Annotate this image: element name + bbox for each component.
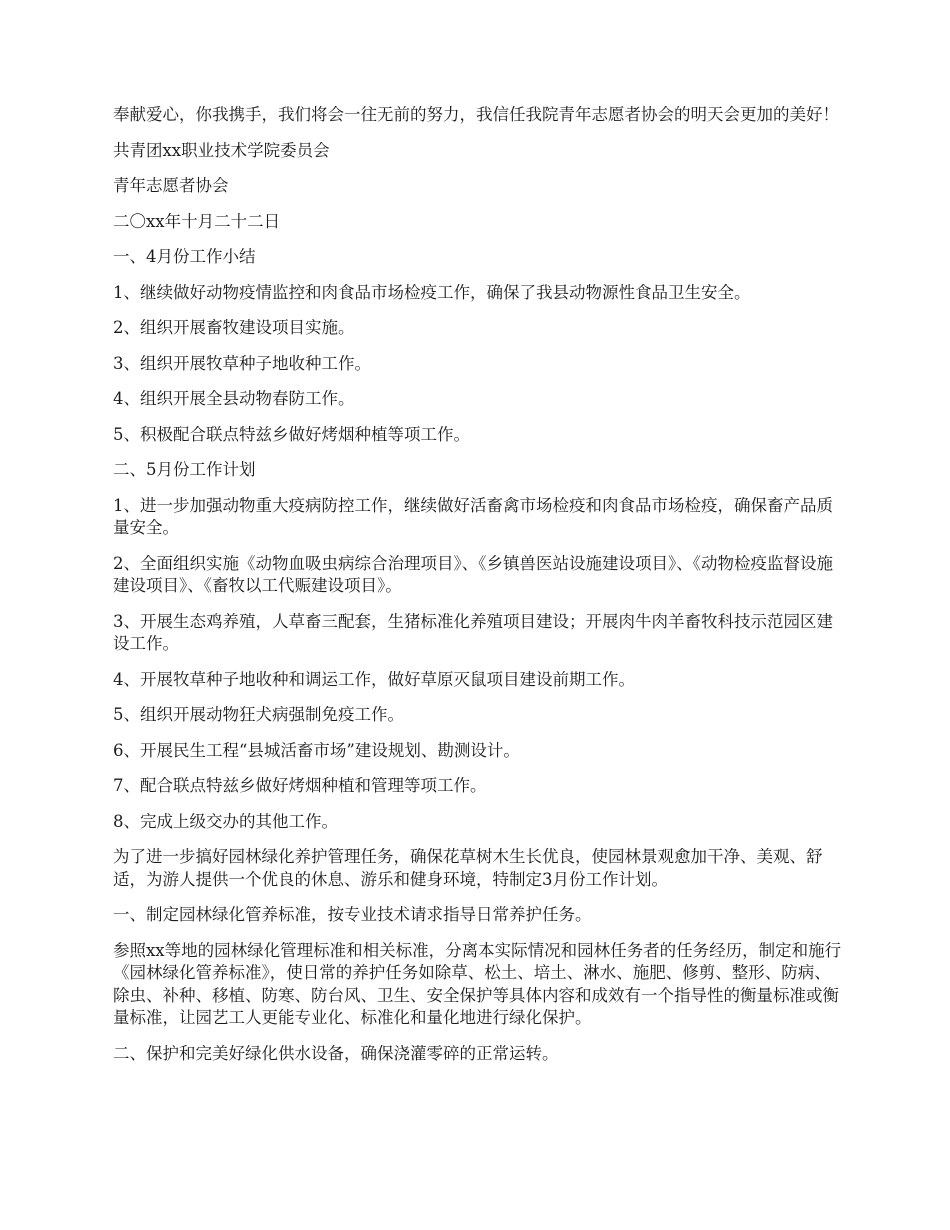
list-item: 4、组织开展全县动物春防工作。 — [113, 389, 355, 408]
list-item: 2、全面组织实施《动物血吸虫病综合治理项目》、《乡镇兽医站设施建设项目》、《动物检疫监督设施建设项目》、《畜牧以工代赈建设项目》。 — [113, 553, 833, 595]
list-item: 3、组织开展牧草种子地收种工作。 — [113, 353, 371, 373]
list-item: 1、继续做好动物疫情监控和肉食品市场检疫工作，确保了我县动物源性食品卫生安全。 — [113, 282, 751, 302]
list-item: 5、组织开展动物狂犬病强制免疫工作。 — [113, 705, 404, 724]
list-item: 6、开展民生工程“县城活畜市场”建设规划、勘测设计。 — [113, 740, 520, 760]
heading-landscaping-standards: 一、制定园林绿化管养标准，按专业技术请求指导日常养护任务。 — [113, 905, 592, 924]
list-item: 8、完成上级交办的其他工作。 — [113, 811, 338, 831]
list-item: 2、组织开展畜牧建设项目实施。 — [113, 318, 355, 337]
paragraph-signature-association: 青年志愿者协会 — [113, 176, 229, 195]
list-item: 1、进一步加强动物重大疫病防控工作，继续做好活畜禽市场检疫和肉食品市场检疫，确保畜产品质量安全。 — [113, 495, 833, 537]
paragraph-closing-statement: 奉献爱心，你我携手，我们将会一往无前的努力，我信任我院青年志愿者协会的明天会更加的美好！ — [113, 105, 839, 124]
list-item: 4、开展牧草种子地收种和调运工作，做好草原灭鼠项目建设前期工作。 — [113, 669, 635, 689]
list-item: 3、开展生态鸡养殖，人草畜三配套，生猪标准化养殖项目建设；开展肉牛肉羊畜牧科技示范园区建设工作。 — [113, 611, 833, 653]
list-item: 5、积极配合联点特兹乡做好烤烟种植等项工作。 — [113, 424, 470, 444]
paragraph-landscaping-details: 参照xx等地的园林绿化管理标准和相关标准，分离本实际情况和园林任务者的任务经历，制定和施行《园林绿化管养标准》，使日常的养护任务如除草、松土、培土、淋水、施肥、修剪、整形、防病、除虫、补种、移植、防寒、防台风、卫生、安全保护等具体内容和成效有一个指导性的衡量标准或衡量标准，让园艺工人更能专业化、标准化和量化地进行绿化保护。 — [113, 940, 842, 1027]
heading-water-supply: 二、保护和完美好绿化供水设备，确保浇灌零碎的正常运转。 — [113, 1043, 559, 1063]
heading-april-summary: 一、4月份工作小结 — [113, 247, 256, 266]
list-item: 7、配合联点特兹乡做好烤烟种植和管理等项工作。 — [113, 776, 487, 795]
paragraph-signature-committee: 共青团xx职业技术学院委员会 — [113, 140, 330, 160]
paragraph-date: 二〇xx年十月二十二日 — [113, 211, 281, 231]
paragraph-landscaping-intro: 为了进一步搞好园林绿化养护管理任务，确保花草树木生长优良，使园林景观愈加干净、美观、舒适，为游人提供一个优良的休息、游乐和健身环境，特制定3月份工作计划。 — [113, 847, 823, 889]
heading-may-plan: 二、5月份工作计划 — [113, 460, 256, 479]
document-page — [113, 104, 843, 1078]
